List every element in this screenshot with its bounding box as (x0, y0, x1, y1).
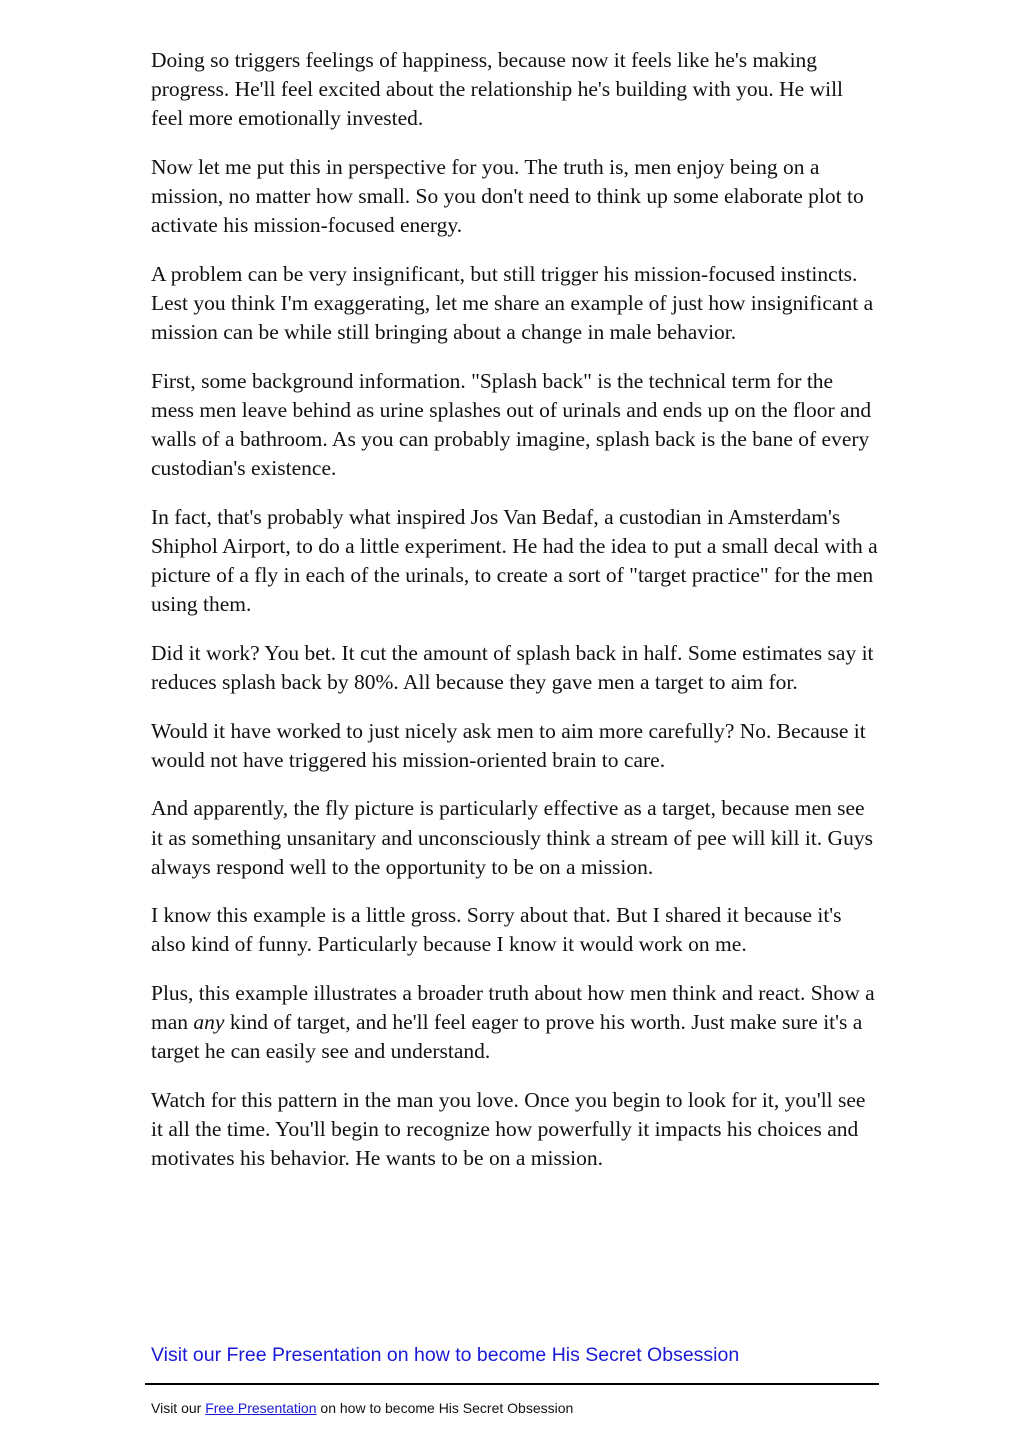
paragraph-10-emphasis: any (193, 1010, 225, 1035)
paragraph-11: Watch for this pattern in the man you love. Once you begin to look for it, you'll see it all the time. You'll begin to recognize how powerfully it impacts his choices and motivates his behavior. He wants to be on a mission. (151, 1087, 866, 1171)
paragraph-9: I know this example is a little gross. Sorry about that. But I shared it because it's also kind of funny. Particularly because I know it would work on me. (151, 903, 842, 957)
paragraph-3: A problem can be very insignificant, but still trigger his mission-focused instincts. Lest you think I'm exaggerating, let me share an example of just how insignificant a mission can be while still bringing about a change in male behavior. (151, 261, 874, 345)
free-presentation-promo-link[interactable]: Visit our Free Presentation on how to become His Secret Obsession (151, 1344, 740, 1366)
paragraph-8: And apparently, the fly picture is particularly effective as a target, because men see it as something unsanitary and unconsciously think a stream of pee will kill it. Guys always respond well to the opportunity to be on a mission. (151, 796, 873, 879)
footer-prefix: Visit our (151, 1400, 206, 1416)
paragraph-6: Did it work? You bet. It cut the amount of splash back in half. Some estimates say it reduces splash back by 80%. All because they gave men a target to aim for. (151, 640, 874, 695)
article-body (151, 46, 879, 1193)
paragraph-1: Doing so triggers feelings of happiness, because now it feels like he's making progress. He'll feel excited about the relationship he's building with you. He will feel more emotionally invested. (151, 48, 844, 131)
paragraph-5: In fact, that's probably what inspired Jos Van Bedaf, a custodian in Amsterdam's Shiphol Airport, to do a little experiment. He had the idea to put a small decal with a picture of a fly in each of the urinals, to create a sort of "target practice" for the men using them. (151, 504, 878, 617)
paragraph-2: Now let me put this in perspective for you. The truth is, men enjoy being on a mission, no matter how small. So you don't need to think up some elaborate plot to activate his mission-focused energy. (151, 154, 864, 238)
footer-free-presentation-link[interactable]: Free Presentation (205, 1400, 317, 1416)
paragraph-10 (151, 979, 879, 1067)
paragraph-4: First, some background information. "Splash back" is the technical term for the mess men leave behind as urine splashes out of urinals and ends up on the floor and walls of a bathroom. As you can probably imagine, splash back is the bane of every custodian's existence. (151, 368, 872, 481)
paragraph-10-text-end: kind of target, and he'll feel eager to prove his worth. Just make sure it's a target he can easily see and understand. (151, 1010, 863, 1064)
paragraph-7: Would it have worked to just nicely ask men to aim more carefully? No. Because it would not have triggered his mission-oriented brain to care. (151, 718, 866, 772)
footer-suffix: on how to become His Secret Obsession (316, 1400, 574, 1416)
page-footer (151, 1400, 573, 1416)
footer-divider (145, 1383, 879, 1385)
paragraph-10-text-start: Plus, this example illustrates a broader truth about how men think and react. Show a man (151, 980, 875, 1035)
